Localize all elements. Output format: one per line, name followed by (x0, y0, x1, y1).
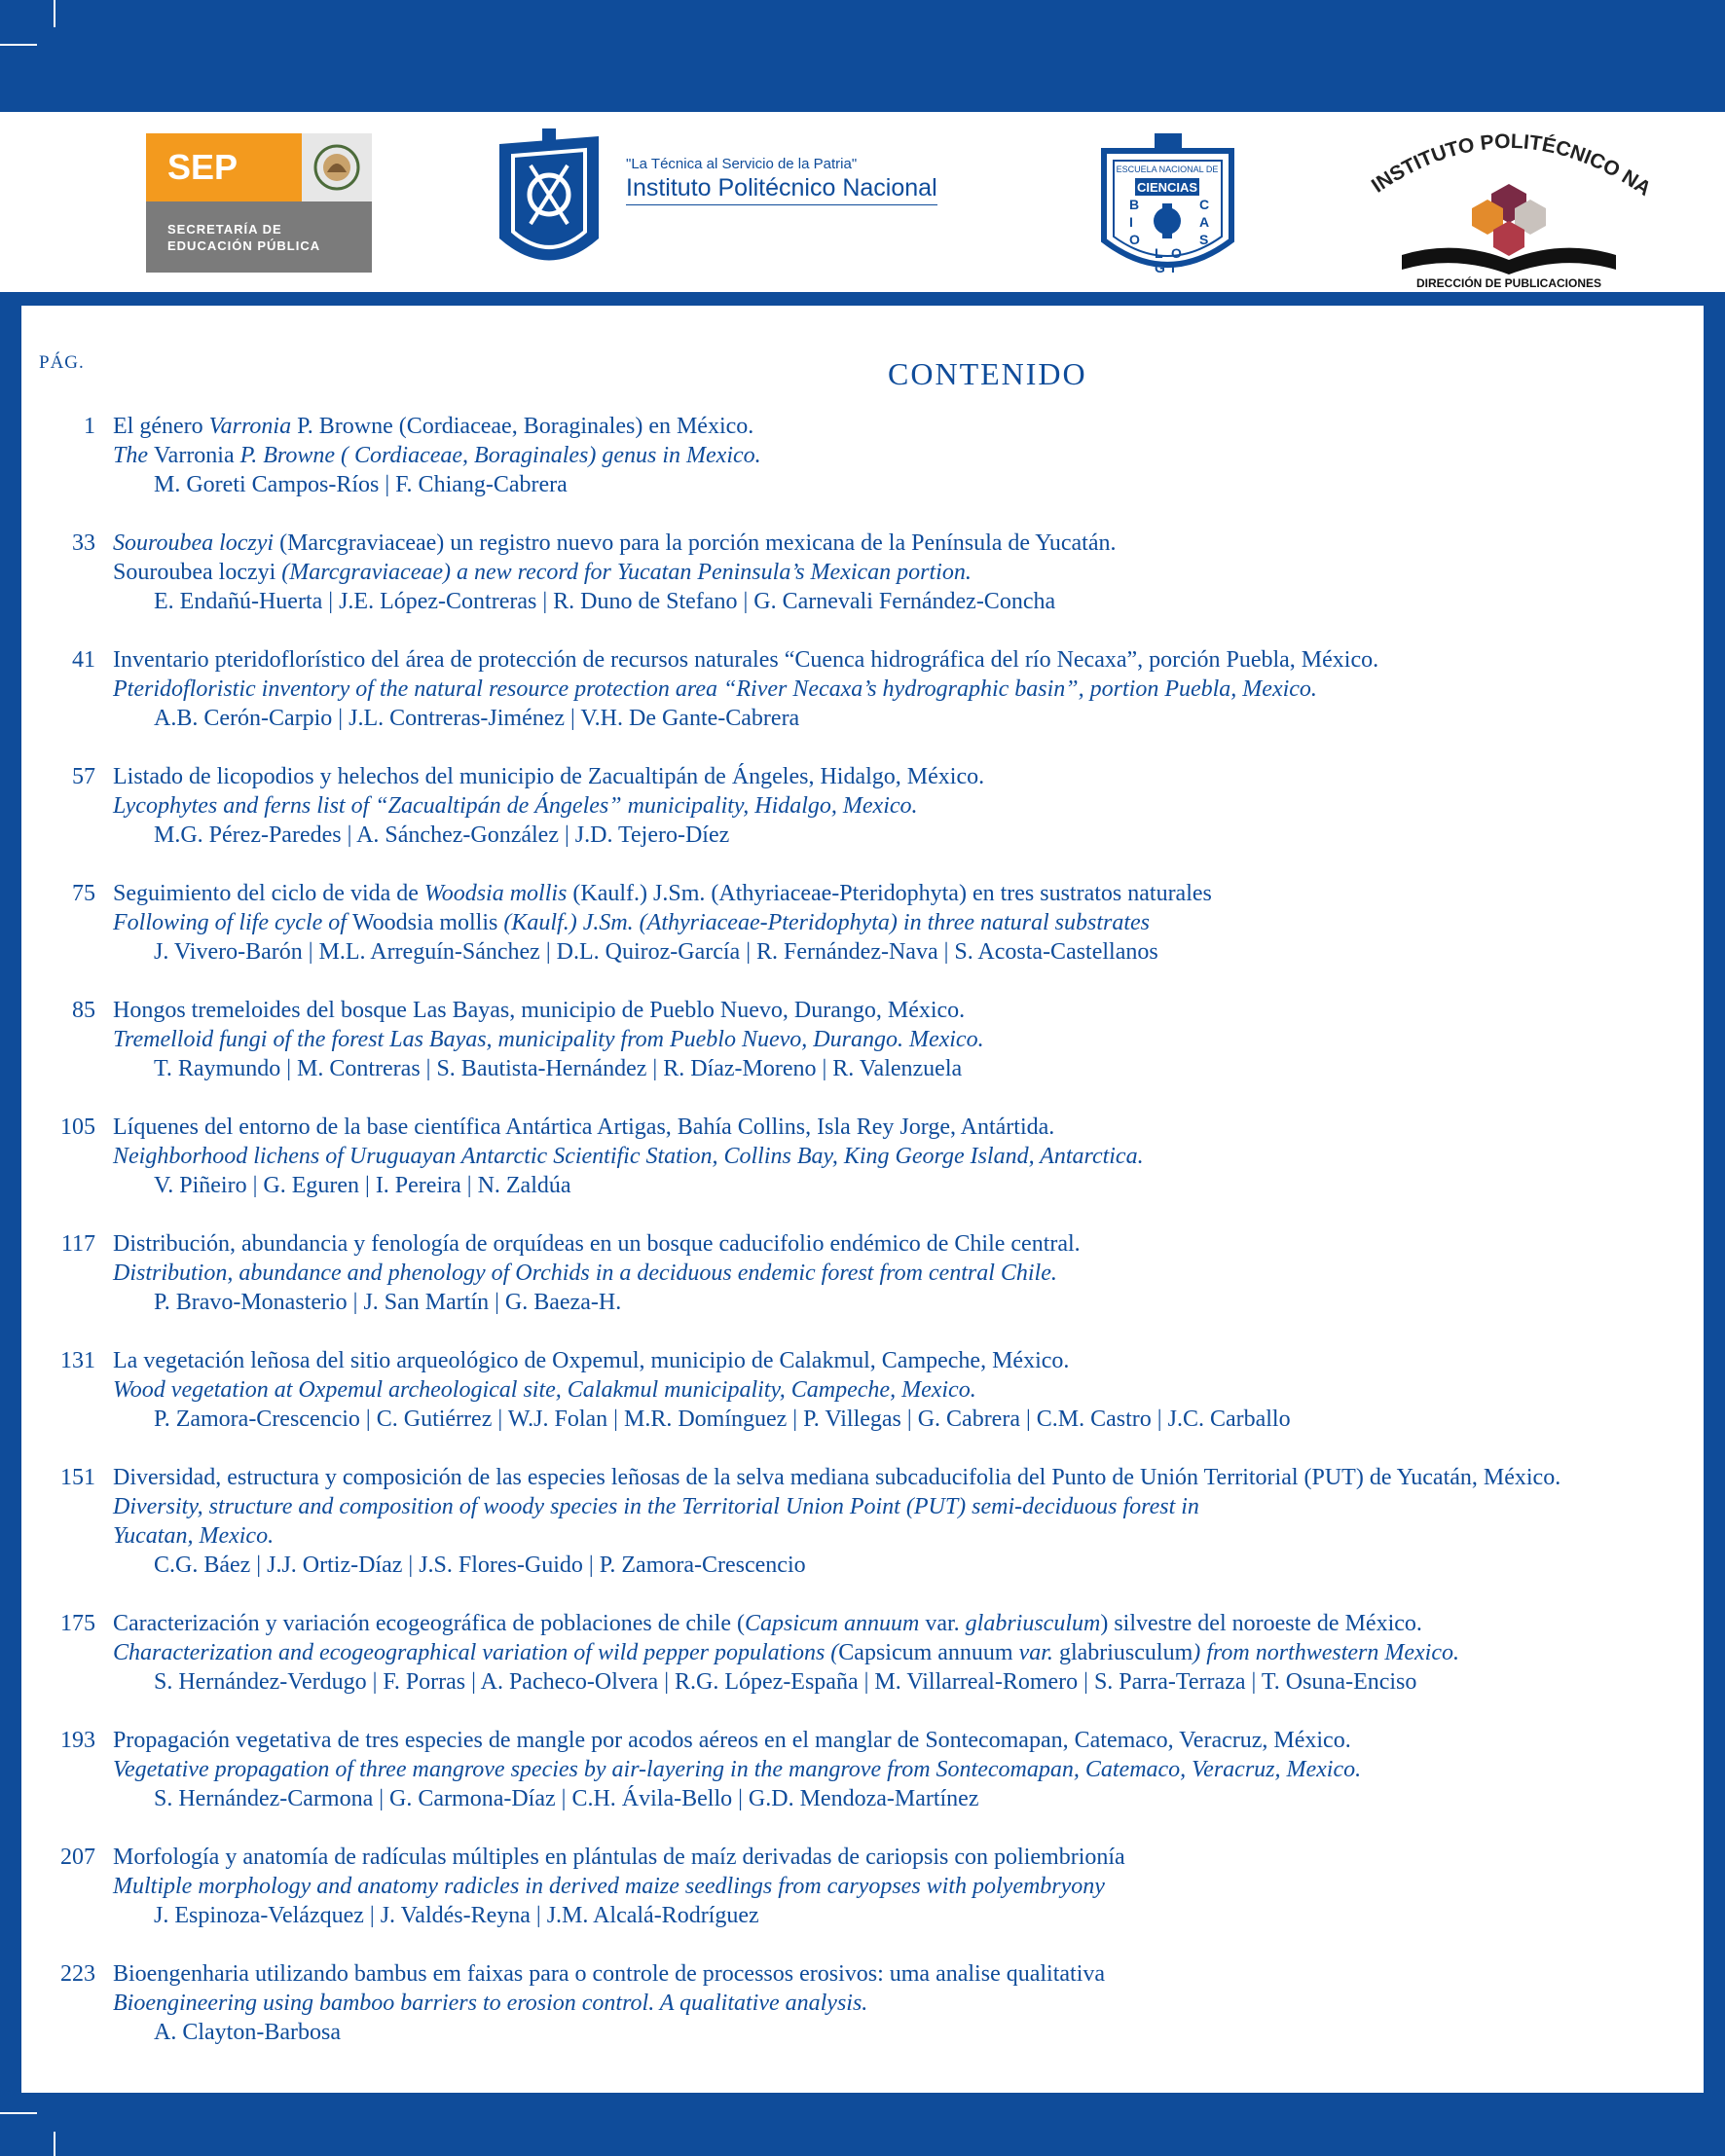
toc-page-number: 193 (60, 1728, 95, 1753)
toc-authors: P. Bravo-Monasterio | J. San Martín | G. Baeza-H. (154, 1290, 622, 1315)
toc-entry (0, 1609, 1725, 1697)
encb-shield-icon (1098, 133, 1237, 279)
toc-title-original (113, 1843, 1632, 1872)
toc-title-english (113, 1025, 1632, 1054)
toc-title-original (113, 1229, 1632, 1259)
toc-title-original (113, 879, 1632, 908)
toc-entry (0, 1843, 1725, 1930)
toc-title-original (113, 645, 1632, 675)
toc-title-original (113, 529, 1632, 558)
toc-title-original (113, 1726, 1632, 1755)
toc-entry (0, 996, 1725, 1083)
toc-entry-text (113, 645, 1632, 733)
toc-page-number: 117 (60, 1231, 95, 1257)
toc-title-english-segment: Following of life cycle of (113, 910, 352, 935)
page-column-label: PÁG. (39, 352, 85, 373)
toc-title-english-segment: Yucatan, Mexico. (113, 1523, 275, 1549)
sep-fullname-line1: SECRETARÍA DE (167, 222, 282, 237)
toc-page-number: 175 (60, 1611, 95, 1636)
ipn-motto: "La Técnica al Servicio de la Patria" (626, 156, 858, 172)
toc-title-english-segment: ) from northwestern Mexico. (1193, 1640, 1459, 1665)
toc-title-original-segment: Diversidad, estructura y composición de las especies leñosas de la selva mediana subcaducifolia del Punto de Unión Territorial (PUT) de Yucatán, México. (113, 1465, 1561, 1490)
toc-title-original-segment: Distribución, abundancia y fenología de orquídeas en un bosque caducifolio endémico de Chile central. (113, 1231, 1081, 1257)
toc-title-english (113, 1989, 1632, 2018)
ipn-seal-icon (492, 127, 606, 277)
toc-title-original-segment: Inventario pteridoflorístico del área de protección de recursos naturales “Cuenca hidrográfica del río Necaxa”, porción Puebla, México. (113, 647, 1379, 673)
toc-entry-text (113, 1843, 1632, 1930)
toc-title-english-segment: Woodsia mollis (351, 910, 498, 935)
toc-page-number: 75 (72, 881, 95, 906)
toc-title-original-segment: Varronia (208, 414, 292, 439)
toc-title-original (113, 1113, 1632, 1142)
toc-entry-text (113, 1346, 1632, 1434)
toc-entry (0, 412, 1725, 499)
toc-title-original-segment: glabriusculum (965, 1611, 1101, 1636)
toc-authors: M.G. Pérez-Paredes | A. Sánchez-González | J.D. Tejero-Díez (154, 822, 730, 848)
toc-authors: J. Vivero-Barón | M.L. Arreguín-Sánchez | D.L. Quiroz-García | R. Fernández-Nava | S. Acosta-Castellanos (154, 939, 1158, 965)
toc-title-english (113, 1521, 1632, 1551)
toc-authors: P. Zamora-Crescencio | C. Gutiérrez | W.J. Folan | M.R. Domínguez | P. Villegas | G. Cabrera | C.M. Castro | J.C. Carballo (154, 1407, 1291, 1432)
toc-authors: A. Clayton-Barbosa (154, 2020, 341, 2045)
toc-title-original-segment: (Marcgraviaceae) un registro nuevo para la porción mexicana de la Península de Yucatán. (274, 530, 1117, 556)
publications-footer: DIRECCIÓN DE PUBLICACIONES (1415, 276, 1602, 289)
page-title: CONTENIDO (888, 356, 1087, 391)
toc-title-english (113, 791, 1632, 821)
toc-entry-text (113, 1463, 1632, 1580)
toc-title-english (113, 1259, 1632, 1288)
crop-mark (54, 2132, 55, 2156)
toc-page-number: 57 (72, 764, 95, 789)
encb-letter: O (1129, 232, 1140, 247)
toc-title-english-segment: Souroubea loczyi (113, 560, 276, 585)
toc-title-english-segment: Lycophytes and ferns list of “Zacualtipán de Ángeles” municipality, Hidalgo, Mexico. (113, 793, 918, 819)
mexico-eagle-icon (302, 133, 372, 201)
toc-entry (0, 645, 1725, 733)
toc-title-english-segment: Pteridofloristic inventory of the natural resource protection area “River Necaxa’s hydrographic basin”, portion Puebla, Mexico. (113, 676, 1317, 702)
toc-title-english-segment: Characterization and ecogeographical variation of wild pepper populations ( (113, 1640, 839, 1665)
toc-entry-text (113, 1229, 1632, 1317)
toc-title-original (113, 996, 1632, 1025)
toc-title-original (113, 1959, 1632, 1989)
toc-title-english-segment: Wood vegetation at Oxpemul archeological site, Calakmul municipality, Campeche, Mexico. (113, 1377, 976, 1403)
footer-band (0, 2093, 1725, 2156)
toc-title-original-segment: Morfología y anatomía de radículas múltiples en plántulas de maíz derivadas de cariopsis con poliembrionía (113, 1845, 1125, 1870)
toc-title-english (113, 1638, 1632, 1667)
toc-title-original-segment: (Kaulf.) J.Sm. (Athyriaceae-Pteridophyta) en tres sustratos naturales (567, 881, 1212, 906)
toc-title-original-segment: Capsicum annuum (744, 1611, 920, 1636)
header-band (0, 0, 1725, 112)
toc-page-number: 131 (60, 1348, 95, 1373)
toc-title-original-segment: Bioengenharia utilizando bambus em faixas para o controle de processos erosivos: uma analise qualitativa (113, 1961, 1106, 1987)
toc-title-original-segment: La vegetación leñosa del sitio arqueológico de Oxpemul, municipio de Calakmul, Campeche, México. (113, 1348, 1070, 1373)
toc-entry-text (113, 1726, 1632, 1813)
toc-title-english-segment: Distribution, abundance and phenology of Orchids in a deciduous endemic forest from central Chile. (113, 1261, 1057, 1286)
toc-title-english (113, 1375, 1632, 1405)
toc-title-english (113, 441, 1632, 470)
toc-title-english (113, 558, 1632, 587)
frame-top (0, 292, 1725, 306)
encb-letter: I (1171, 260, 1175, 275)
encb-letter: L (1155, 245, 1163, 261)
toc-entry (0, 1726, 1725, 1813)
toc-title-english-segment: Capsicum annuum (838, 1640, 1013, 1665)
toc-title-original-segment: Caracterización y variación ecogeográfica de poblaciones de chile ( (113, 1611, 745, 1636)
crop-mark (0, 2112, 37, 2114)
toc-title-english-segment: Neighborhood lichens of Uruguayan Antarctic Scientific Station, Collins Bay, King George Island, Antarctica. (113, 1144, 1144, 1169)
toc-title-english-segment: Varronia (154, 443, 235, 468)
toc-title-original-segment: Seguimiento del ciclo de vida de (113, 881, 424, 906)
toc-title-original-segment: var. (919, 1611, 966, 1636)
toc-authors: C.G. Báez | J.J. Ortiz-Díaz | J.S. Flores-Guido | P. Zamora-Crescencio (154, 1553, 806, 1578)
toc-entry-text (113, 762, 1632, 850)
toc-authors: S. Hernández-Carmona | G. Carmona-Díaz | C.H. Ávila-Bello | G.D. Mendoza-Martínez (154, 1786, 979, 1811)
sep-abbrev: SEP (146, 133, 302, 201)
toc-entry (0, 1229, 1725, 1317)
toc-title-original (113, 762, 1632, 791)
toc-page-number: 85 (72, 998, 95, 1023)
sep-fullname (146, 201, 372, 273)
publications-logo (1363, 124, 1655, 289)
toc-entry (0, 1346, 1725, 1434)
toc-authors: A.B. Cerón-Carpio | J.L. Contreras-Jiménez | V.H. De Gante-Cabrera (154, 706, 800, 731)
toc-authors: E. Endañú-Huerta | J.E. López-Contreras | R. Duno de Stefano | G. Carnevali Fernández-Concha (154, 589, 1056, 614)
toc-authors: J. Espinoza-Velázquez | J. Valdés-Reyna | J.M. Alcalá-Rodríguez (154, 1903, 759, 1928)
ipn-wordmark (626, 156, 937, 205)
toc-title-english-segment: Tremelloid fungi of the forest Las Bayas, municipality from Pueblo Nuevo, Durango. Mexico. (113, 1027, 984, 1052)
encb-label-mid: CIENCIAS (1136, 180, 1198, 195)
encb-letter: A (1199, 214, 1210, 230)
toc-title-english-segment: glabriusculum (1058, 1640, 1193, 1665)
toc-page-number: 105 (60, 1115, 95, 1140)
ipn-name: Instituto Politécnico Nacional (626, 174, 937, 205)
publications-arc-path: INSTITUTO POLITÉCNICO NA (1367, 129, 1655, 201)
toc-entry-text (113, 1113, 1632, 1200)
toc-authors: M. Goreti Campos-Ríos | F. Chiang-Cabrera (154, 472, 568, 497)
toc-entry-text (113, 529, 1632, 616)
encb-letter: C (1199, 197, 1210, 212)
toc-entry (0, 529, 1725, 616)
toc-title-original-segment: Woodsia mollis (423, 881, 568, 906)
toc-authors: S. Hernández-Verdugo | F. Porras | A. Pacheco-Olvera | R.G. López-España | M. Villarreal-Romero | S. Parra-Terraza | T. Osuna-Enciso (154, 1669, 1417, 1695)
toc-title-english-segment: Diversity, structure and composition of woody species in the Territorial Union Point (PUT) semi-deciduous forest in (113, 1494, 1199, 1519)
toc-page-number: 223 (60, 1961, 95, 1987)
table-of-contents (0, 412, 1725, 2076)
toc-title-english-segment: Vegetative propagation of three mangrove species by air-layering in the mangrove from Sontecomapan, Catemaco, Veracruz, Mexico. (113, 1757, 1362, 1782)
toc-title-english-segment: Multiple morphology and anatomy radicles in derived maize seedlings from caryopses with polyembryony (113, 1874, 1105, 1899)
toc-entry (0, 1113, 1725, 1200)
toc-entry (0, 879, 1725, 967)
toc-title-english-segment: (Kaulf.) J.Sm. (Athyriaceae-Pteridophyta) in three natural substrates (497, 910, 1151, 935)
toc-entry-text (113, 1609, 1632, 1697)
encb-letter: O (1171, 245, 1182, 261)
toc-entry-text (113, 412, 1632, 499)
encb-letter: S (1199, 232, 1209, 247)
toc-page-number: 41 (72, 647, 95, 673)
toc-entry (0, 762, 1725, 850)
toc-entry (0, 1959, 1725, 2047)
toc-title-english-segment: Bioengineering using bamboo barriers to erosion control. A qualitative analysis. (113, 1991, 868, 2016)
toc-title-english (113, 908, 1632, 937)
toc-page-number: 151 (60, 1465, 95, 1490)
toc-title-original (113, 1609, 1632, 1638)
toc-title-original-segment: Propagación vegetativa de tres especies de mangle por acodos aéreos en el manglar de Sontecomapan, Catemaco, Veracruz, México. (113, 1728, 1351, 1753)
toc-title-original-segment: Souroubea loczyi (113, 530, 275, 556)
crop-mark (54, 0, 55, 27)
encb-label-top: ESCUELA NACIONAL DE (1116, 164, 1219, 174)
sep-fullname-line2: EDUCACIÓN PÚBLICA (167, 238, 321, 253)
toc-title-original (113, 1463, 1632, 1492)
sep-logo (146, 133, 372, 273)
toc-entry-text (113, 996, 1632, 1083)
toc-title-english (113, 675, 1632, 704)
toc-page-number: 1 (84, 414, 95, 439)
toc-title-original-segment: ) silvestre del noroeste de México. (1100, 1611, 1422, 1636)
toc-title-english (113, 1872, 1632, 1901)
logo-strip (0, 112, 1725, 292)
crop-mark (0, 44, 37, 46)
toc-title-original (113, 412, 1632, 441)
toc-authors: V. Piñeiro | G. Eguren | I. Pereira | N. Zaldúa (154, 1173, 571, 1198)
toc-title-english (113, 1755, 1632, 1784)
toc-page-number: 33 (72, 530, 95, 556)
toc-title-english (113, 1142, 1632, 1171)
toc-entry-text (113, 879, 1632, 967)
encb-letter: B (1129, 197, 1140, 212)
toc-title-original (113, 1346, 1632, 1375)
toc-title-english-segment: P. Browne ( Cordiaceae, Boraginales) genus in Mexico. (234, 443, 761, 468)
toc-title-original-segment: P. Browne (Cordiaceae, Boraginales) en México. (291, 414, 754, 439)
encb-letter: I (1129, 214, 1133, 230)
toc-entry (0, 1463, 1725, 1580)
toc-title-original-segment: El género (113, 414, 209, 439)
encb-letter: G (1155, 260, 1165, 275)
toc-authors: T. Raymundo | M. Contreras | S. Bautista-Hernández | R. Díaz-Moreno | R. Valenzuela (154, 1056, 963, 1081)
toc-title-english (113, 1492, 1632, 1521)
toc-entry-text (113, 1959, 1632, 2047)
toc-title-original-segment: Hongos tremeloides del bosque Las Bayas, municipio de Pueblo Nuevo, Durango, México. (113, 998, 966, 1023)
toc-page-number: 207 (60, 1845, 95, 1870)
toc-title-english-segment: (Marcgraviaceae) a new record for Yucatan Peninsula’s Mexican portion. (275, 560, 972, 585)
toc-title-english-segment: The (113, 443, 154, 468)
toc-title-english-segment: var. (1012, 1640, 1059, 1665)
toc-title-original-segment: Listado de licopodios y helechos del municipio de Zacualtipán de Ángeles, Hidalgo, México. (113, 764, 985, 789)
toc-title-original-segment: Líquenes del entorno de la base científica Antártica Artigas, Bahía Collins, Isla Rey Jorge, Antártida. (113, 1115, 1055, 1140)
